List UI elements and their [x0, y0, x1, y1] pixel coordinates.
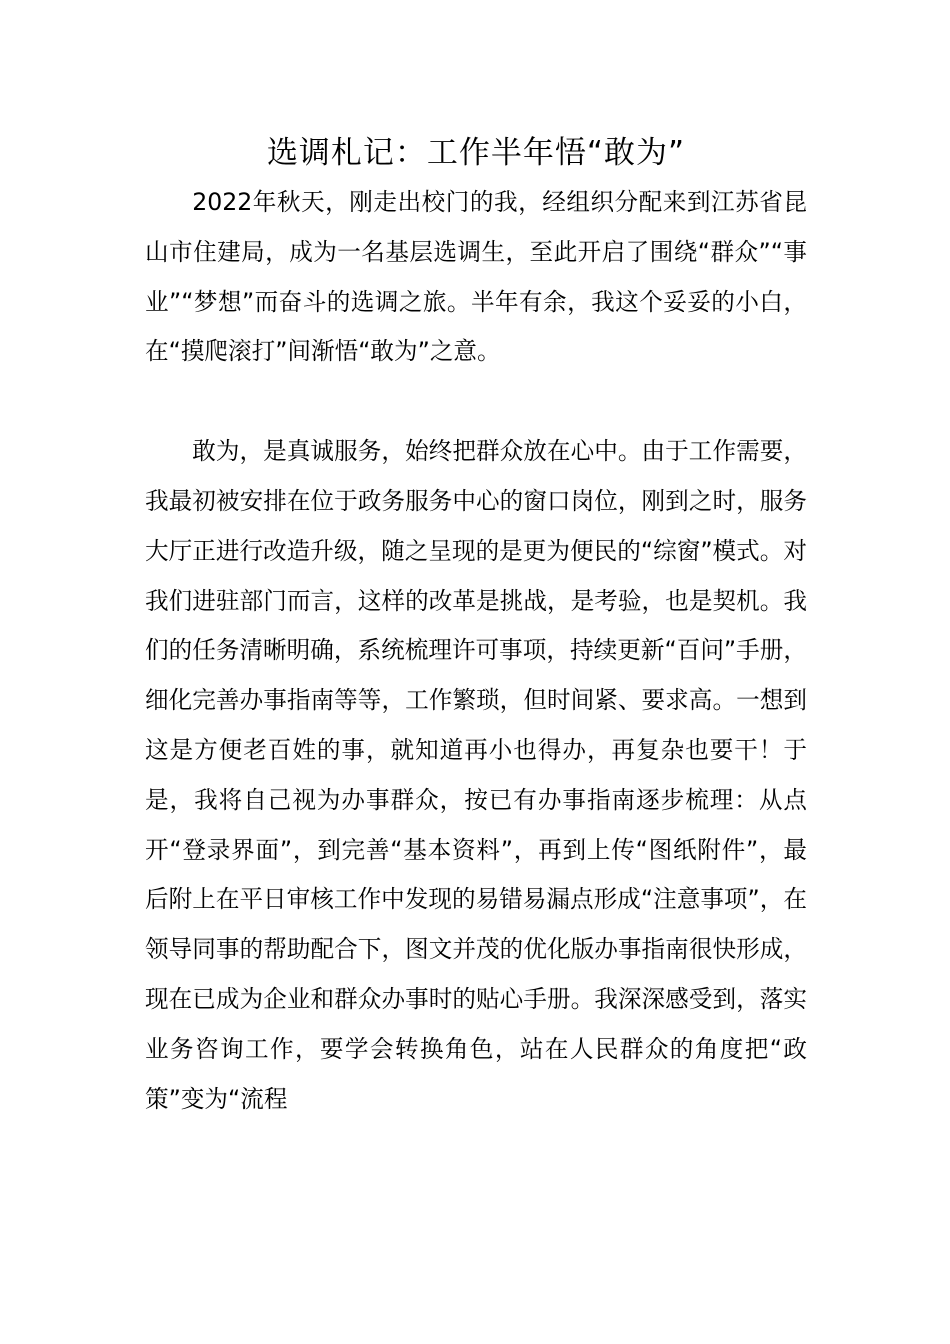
- document-title: 选调札记：工作半年悟“敢为”: [266, 135, 686, 171]
- paragraph-spacer: [145, 377, 807, 427]
- document-page: [145, 128, 807, 1124]
- paragraph-intro: 2022年秋天，刚走出校门的我，经组织分配来到江苏省昆山市住建局，成为一名基层选调生，至此开启了围绕“群众”“事业”“梦想”而奋斗的选调之旅。半年有余，我这个妥妥的小白，在“摸爬滚打”间渐悟“敢为”之意。: [145, 188, 807, 366]
- paragraph-service: 敢为，是真诚服务，始终把群众放在心中。由于工作需要，我最初被安排在位于政务服务中心的窗口岗位，刚到之时，服务大厅正进行改造升级，随之呈现的是更为便民的“综窗”模式。对我们进驻部门而言，这样的改革是挑战，是考验，也是契机。我们的任务清晰明确，系统梳理许可事项，持续更新“百问”手册，细化完善办事指南等等，工作繁琐，但时间紧、要求高。一想到这是方便老百姓的事，就知道再小也得办，再复杂也要干！于是，我将自己视为办事群众，按已有办事指南逐步梳理：从点开“登录界面”，到完善“基本资料”，再到上传“图纸附件”，最后附上在平日审核工作中发现的易错易漏点形成“注意事项”，在领导同事的帮助配合下，图文并茂的优化版办事指南很快形成，现在已成为企业和群众办事时的贴心手册。我深深感受到，落实业务咨询工作，要学会转换角色，站在人民群众的角度把“政策”变为“流程: [145, 437, 807, 1113]
